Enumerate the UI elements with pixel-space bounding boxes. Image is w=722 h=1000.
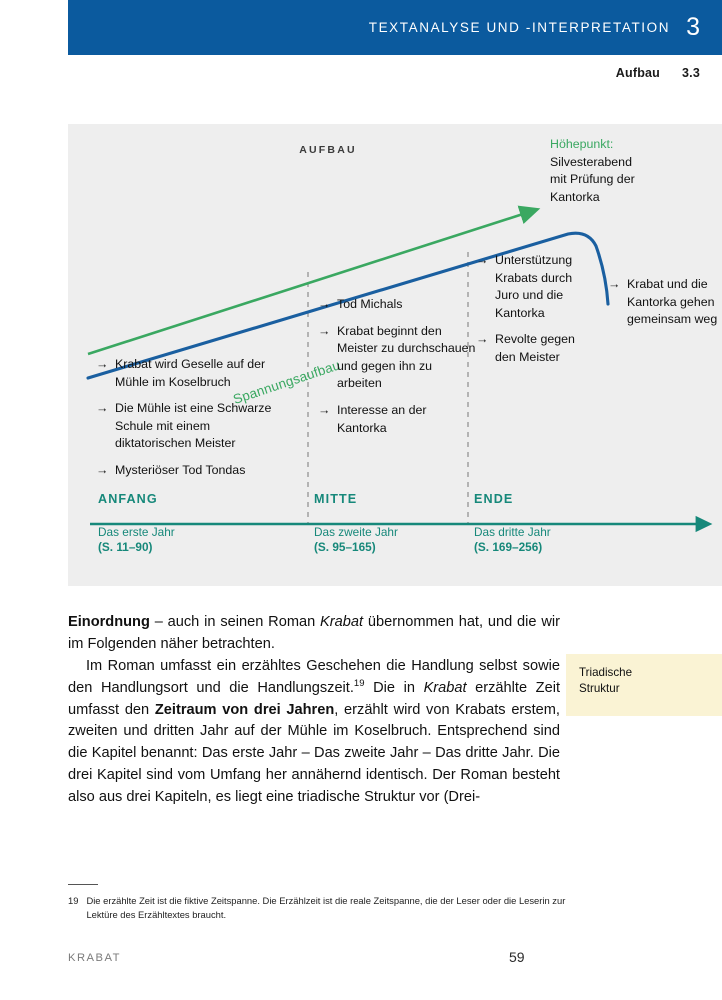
- list-item: [476, 331, 594, 366]
- footnote-separator: [68, 884, 98, 885]
- p2-italic-title: Krabat: [423, 679, 467, 696]
- list-item: [96, 356, 286, 391]
- arrow-icon: →: [96, 401, 109, 416]
- margin-note-line-1: Triadische: [579, 666, 633, 679]
- list-item-text: Die Mühle ist eine Schwarze Schule mit einem diktatorischen Meister: [115, 401, 272, 451]
- list-item-text: Mysteriöser Tod Tondas: [115, 463, 246, 478]
- list-item: [318, 296, 478, 314]
- arrow-icon: →: [476, 253, 489, 267]
- diagram-column-mitte: [318, 296, 478, 446]
- diagram-title: AUFBAU: [299, 144, 357, 156]
- p2-bold-term: Zeitraum von drei Jahren: [154, 701, 335, 718]
- p1-italic-title: Krabat: [320, 614, 364, 630]
- list-item-text: Revolte gegen den Meister: [495, 332, 575, 365]
- tension-label: Spannungsaufbau: [231, 357, 342, 407]
- arrow-icon: →: [476, 332, 489, 347]
- p2-part-1: Im Roman umfasst ein erzähltes Geschehen die Handlung selbst sowie den Handlungsort und die Handlungszeit.: [68, 657, 560, 696]
- diagram-column-anfang: [96, 356, 286, 489]
- diagram-column-ende-links: [476, 252, 594, 376]
- paragraph-einordnung: [68, 612, 560, 656]
- arrow-icon: →: [608, 277, 621, 291]
- footnote-text: Die erzählte Zeit ist die fiktive Zeitspanne. Die Erzählzeit ist die reale Zeitspanne, die der Leser oder die Leserin zur Lektüre des Erzähltextes braucht.: [86, 895, 566, 921]
- axis-phase: ANFANG: [98, 492, 158, 506]
- arrow-icon: →: [318, 323, 331, 338]
- axis-year: Das erste Jahr: [98, 525, 175, 539]
- list-item-text: Krabat beginnt den Meister zu durchschauen und gegen ihn zu arbeiten: [337, 323, 476, 391]
- hoehepunkt-line-2: mit Prüfung der: [550, 172, 635, 187]
- hoehepunkt-line-1: Silvesterabend: [550, 154, 632, 169]
- list-item-text: Unterstützung Krabats durch Juro und die Kantorka: [495, 253, 573, 320]
- arrow-icon: →: [318, 297, 331, 311]
- p2-part-2: Die in: [364, 679, 424, 696]
- header-chapter-number: 3: [686, 13, 700, 41]
- page-header-bar: [68, 0, 722, 55]
- paragraph-erzaehlte-zeit: [68, 656, 560, 809]
- section-number: 3.3: [682, 66, 700, 80]
- margin-note: [566, 654, 722, 716]
- list-item-text: Krabat und die Kantorka gehen gemeinsam weg: [627, 277, 718, 327]
- list-item-text: Krabat wird Geselle auf der Mühle im Koselbruch: [115, 357, 266, 389]
- section-breadcrumb: [616, 66, 700, 80]
- footnote: [68, 894, 568, 923]
- list-item: [96, 400, 286, 453]
- margin-note-line-2: Struktur: [579, 681, 620, 695]
- p2-part-4: , erzählt wird von Krabats erstem, zweiten und dritten Jahr auf der Mühle im Koselbruch. Entsprechend sind die Kapitel benannt: Das erste Jahr – Das zweite Jahr – Das dritte Jahr. Die drei Kapitel sind vom Umfang her annähernd identisch. Der Roman besteht also aus drei Kapiteln, es liegt eine triadische Struktur vor (Drei-: [68, 701, 560, 806]
- list-item: [318, 323, 478, 393]
- list-item: [608, 276, 722, 329]
- diagram-column-ende-rechts: [608, 276, 722, 338]
- axis-pages: (S. 95–165): [314, 540, 376, 554]
- hoehepunkt-heading: Höhepunkt:: [550, 137, 614, 151]
- axis-year: Das dritte Jahr: [474, 525, 551, 539]
- footnote-marker: 19: [353, 677, 365, 689]
- hoehepunkt-line-3: Kantorka: [550, 189, 600, 204]
- axis-year: Das zweite Jahr: [314, 525, 398, 539]
- p1-before-italic: – auch in seinen Roman: [149, 614, 321, 630]
- paragraph-lead-term: Einordnung: [68, 614, 150, 630]
- section-label: Aufbau: [615, 66, 661, 80]
- axis-label-ende: [474, 492, 551, 554]
- list-item-text: Interesse an der Kantorka: [337, 403, 427, 435]
- footer-book-title: KRABAT: [68, 952, 121, 964]
- header-title: TEXTANALYSE UND -INTERPRETATION: [368, 20, 671, 35]
- arrow-icon: →: [96, 357, 109, 371]
- p2-part-3: erzählte Zeit umfasst den: [68, 679, 561, 718]
- axis-label-anfang: [98, 492, 175, 554]
- list-item: [96, 462, 286, 480]
- axis-phase: ENDE: [474, 492, 514, 506]
- list-item: [318, 402, 478, 437]
- footnote-number: 19: [68, 895, 79, 906]
- arrow-icon: →: [318, 403, 331, 418]
- axis-label-mitte: [314, 492, 398, 554]
- p1-after-italic: übernommen hat, und die wir im Folgenden näher betrachten.: [68, 614, 560, 652]
- axis-phase: MITTE: [314, 492, 358, 506]
- list-item: [476, 252, 594, 322]
- axis-pages: (S. 11–90): [98, 540, 153, 554]
- footer-page-number: 59: [509, 949, 525, 965]
- axis-pages: (S. 169–256): [474, 540, 543, 554]
- arrow-icon: →: [96, 463, 109, 478]
- hoehepunkt-callout: [550, 136, 700, 206]
- body-text: [68, 612, 560, 809]
- aufbau-diagram: [68, 124, 722, 586]
- list-item-text: Tod Michals: [337, 297, 403, 311]
